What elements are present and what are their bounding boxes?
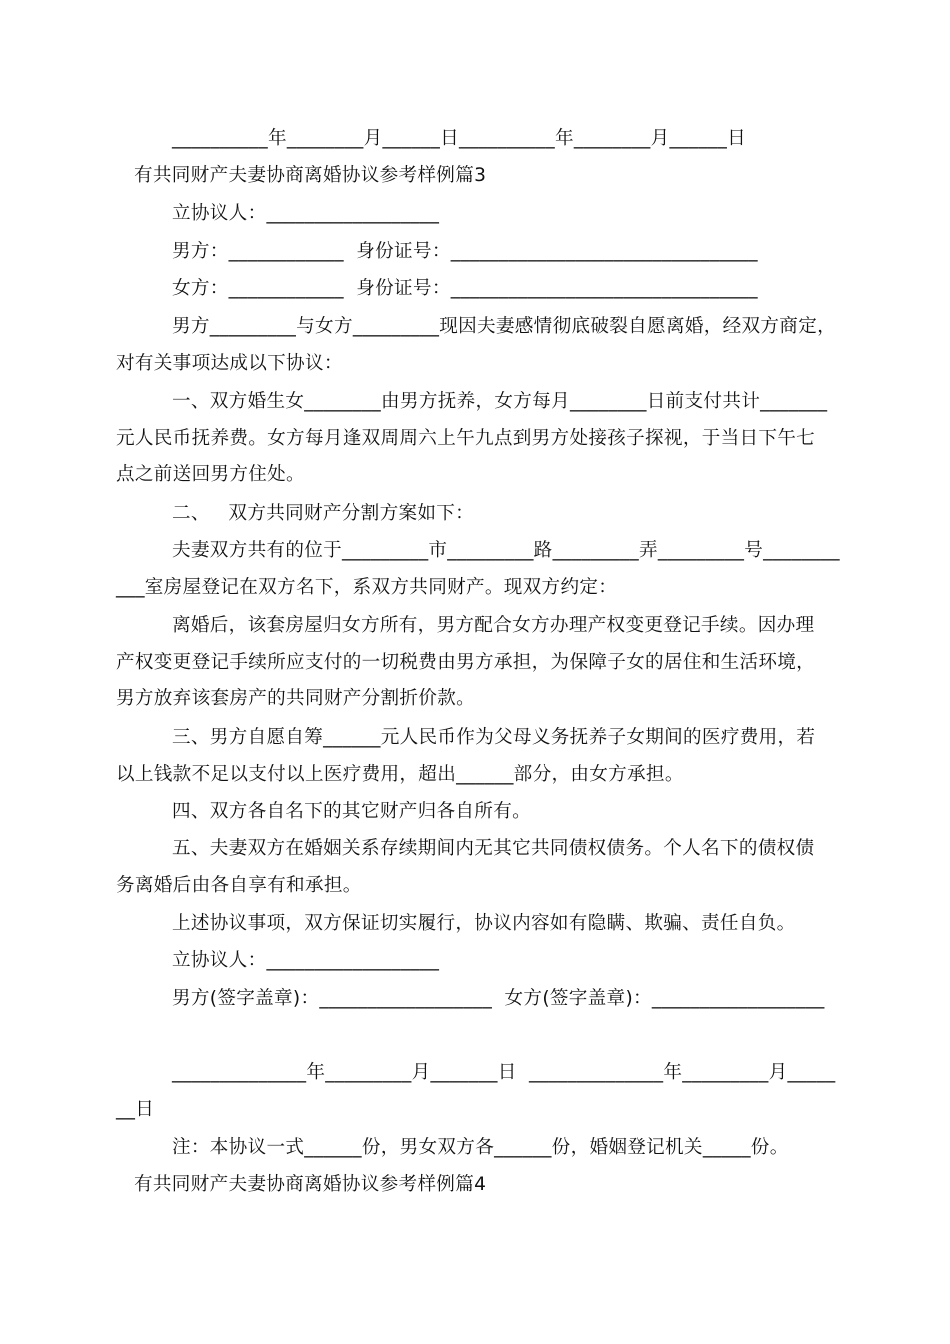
agreement-party-field-2: 立协议人：__________________ xyxy=(172,950,440,971)
clause-5-line-2: 务离婚后由各自享有和承担。 xyxy=(116,875,362,896)
copies-note: 注：本协议一式______份，男女双方各______份，婚姻登记机关_____份。 xyxy=(172,1137,789,1158)
section-heading-3: 有共同财产夫妻协商离婚协议参考样例篇3 xyxy=(134,165,487,186)
guarantee-line: 上述协议事项，双方保证切实履行，协议内容如有隐瞒、欺骗、责任自负。 xyxy=(172,913,796,934)
signature-date-line-1: ______________年_________月_______日 ______________年_________月_____ xyxy=(172,1062,836,1083)
clause-1-line-1: 一、双方婚生女________由男方抚养，女方每月________日前支付共计_______ xyxy=(172,391,828,412)
clause-4-line: 四、双方各自名下的其它财产归各自所有。 xyxy=(172,801,531,822)
preamble-line-2: 对有关事项达成以下协议： xyxy=(116,353,343,374)
signature-date-line-2: __日 xyxy=(116,1099,155,1120)
male-party-field: 男方：____________ 身份证号：________________________________ xyxy=(172,241,758,262)
clause-2-para-line-3: 男方放弃该套房产的共同财产分割折价款。 xyxy=(116,688,475,709)
date-fill-line: __________年________月______日__________年________月______日 xyxy=(172,128,747,149)
clause-2-line-1: 夫妻双方共有的位于_________市_________路_________弄_________号________ xyxy=(172,540,840,561)
clause-2-para-line-2: 产权变更登记手续所应支付的一切税费由男方承担，为保障子女的居住和生活环境， xyxy=(116,652,816,673)
clause-3-line-2: 以上钱款不足以支付以上医疗费用，超出______部分，由女方承担。 xyxy=(116,764,684,785)
female-party-field: 女方：____________ 身份证号：________________________________ xyxy=(172,278,758,299)
clause-2-heading: 二、 双方共同财产分割方案如下： xyxy=(172,503,475,524)
clause-1-line-3: 点之前送回男方住处。 xyxy=(116,464,305,485)
preamble-line-1: 男方_________与女方_________现因夫妻感情彻底破裂自愿离婚，经双方商定， xyxy=(172,316,836,337)
clause-2-para-line-1: 离婚后，该套房屋归女方所有，男方配合女方办理产权变更登记手续。因办理 xyxy=(172,615,815,636)
clause-1-line-2: 元人民币抚养费。女方每月逢双周周六上午九点到男方处接孩子探视，于当日下午七 xyxy=(116,428,816,449)
agreement-party-field: 立协议人：__________________ xyxy=(172,203,440,224)
signature-line: 男方(签字盖章)：__________________ 女方(签字盖章)：__________________ xyxy=(172,988,825,1009)
clause-3-line-1: 三、男方自愿自筹______元人民币作为父母义务抚养子女期间的医疗费用，若 xyxy=(172,727,816,748)
clause-5-line-1: 五、夫妻双方在婚姻关系存续期间内无其它共同债权债务。个人名下的债权债 xyxy=(172,838,815,859)
clause-2-line-2: ___室房屋登记在双方名下，系双方共同财产。现双方约定： xyxy=(116,577,618,598)
section-heading-4: 有共同财产夫妻协商离婚协议参考样例篇4 xyxy=(134,1174,487,1195)
